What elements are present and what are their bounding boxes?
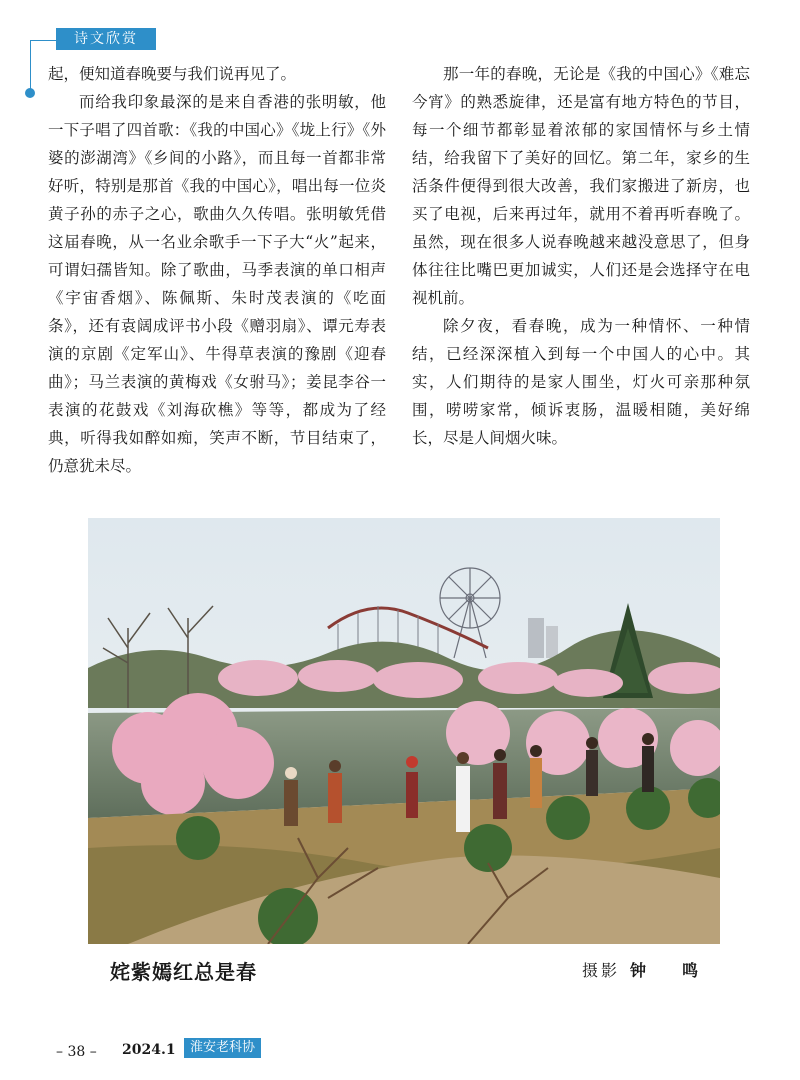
paragraph: 除夕夜，看春晚，成为一种情怀、一种情结，已经深深植入到每一个中国人的心中。其实，人们期待的是家人围坐，灯火可亲那种氛围，唠唠家常，倾诉衷肠，温暖相随，美好绵长，尽是人间烟火味。 bbox=[412, 317, 750, 447]
header-bracket-line bbox=[30, 40, 56, 41]
magazine-name: 淮安老科协 bbox=[184, 1038, 261, 1058]
photo-title: 姹紫嫣红总是春 bbox=[110, 960, 257, 984]
paragraph: 而给我印象最深的是来自香港的张明敏，他一下子唱了四首歌：《我的中国心》《垅上行》《外婆的澎湖湾》《乡间的小路》，而且每一首都非常好听，特别是那首《我的中国心》，唱出每一位炎黄子孙的赤子之心，歌曲久久传唱。张明敏凭借这届春晚，从一名业余歌手一下子大“火”起来，可谓妇孺皆知。除了歌曲，马季表演的单口相声《宇宙香烟》、陈佩斯、朱时茂表演的《吃面条》，还有袁阔成评书小段《赠羽扇》、谭元寿表演的京剧《定军山》、牛得草表演的豫剧《迎春曲》；马兰表演的黄梅戏《女驸马》；姜昆李谷一表演的花鼓戏《刘海砍樵》等等，都成为了经典，听得我如醉如痴，笑声不断，节目结束了，仍意犹未尽。 bbox=[48, 93, 386, 475]
header-bracket-vertical bbox=[30, 40, 31, 90]
issue-date: 2024.1 bbox=[122, 1042, 176, 1058]
header-bracket-dot bbox=[25, 88, 35, 98]
photo-credit bbox=[582, 958, 708, 981]
section-label: 诗文欣赏 bbox=[56, 28, 156, 50]
page-number: – 38 – bbox=[56, 1044, 97, 1060]
credit-label: 摄影 bbox=[582, 961, 621, 980]
photographer-name: 钟 鸣 bbox=[630, 961, 709, 980]
paragraph: 起，便知道春晚要与我们说再见了。 bbox=[48, 65, 297, 83]
paragraph: 那一年的春晚，无论是《我的中国心》《难忘今宵》的熟悉旋律，还是富有地方特色的节目，每一个细节都彰显着浓郁的家国情怀与乡土情结，给我留下了美好的回忆。第二年，家乡的生活条件便得到很大改善，我们家搬进了新房，也买了电视，后来再过年，就用不着再听春晚了。虽然，现在很多人说春晚越来越没意思了，但身体往往比嘴巴更加诚实，人们还是会选择守在电视机前。 bbox=[412, 65, 750, 307]
spring-park-photo bbox=[88, 518, 720, 944]
right-text-column bbox=[412, 60, 750, 452]
left-text-column bbox=[48, 60, 386, 480]
